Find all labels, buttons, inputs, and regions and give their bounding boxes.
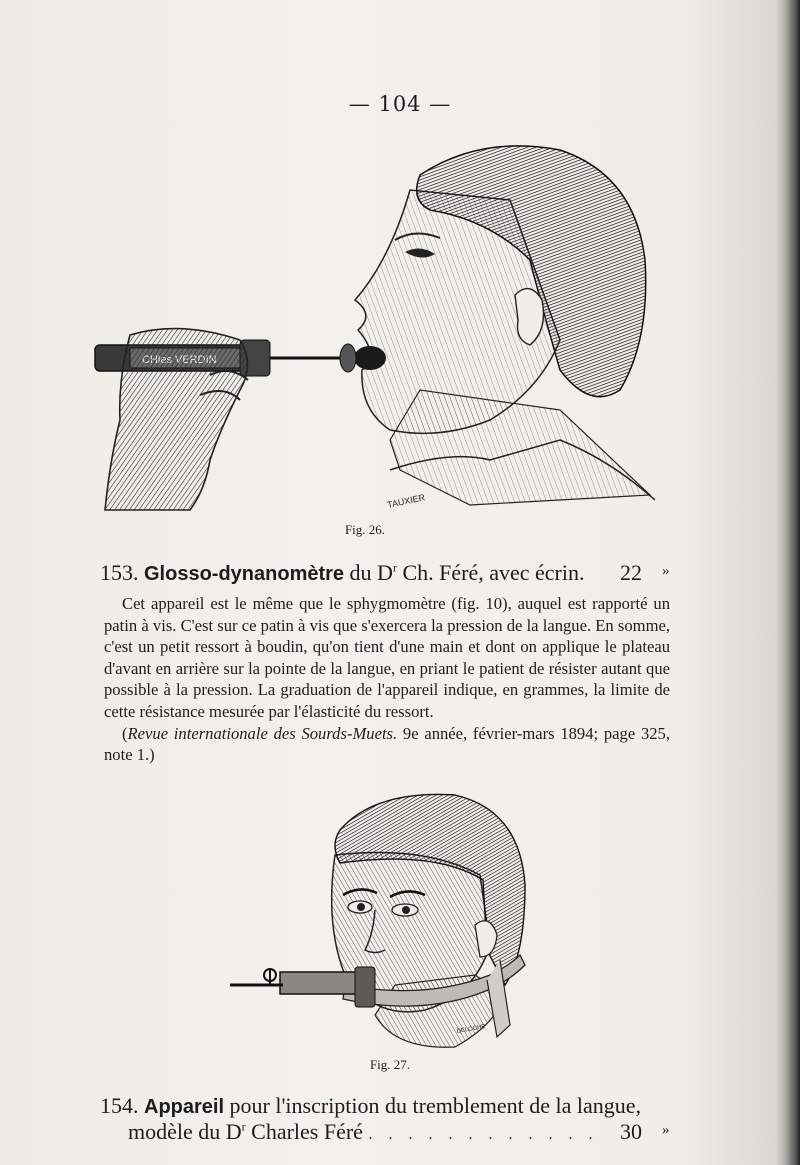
dot-leaders: . . . . . . . . . . . . [368,1126,599,1143]
figure-27-illustration [225,785,555,1055]
item-name: Appareil [144,1096,225,1118]
glosso-dynamometer-engraving [90,140,670,525]
item-title-line2-rest: Charles Féré [245,1119,363,1144]
item-price: 30 [620,1119,642,1144]
page-number: — 104 — [348,92,452,116]
item-number: 153. [100,560,139,585]
reference-details: 9e année, février-mars 1894; page 325, note 1.) [104,723,671,765]
item-154-heading-line1 [100,1093,680,1119]
item-price: 22 [620,560,642,585]
page-edge-shadow [786,0,800,1165]
description-paragraph: Cet appareil est le même que le sphygmomètre (fig. 10), auquel est rapporté un patin à vis. C'est sur ce patin à vis que s'exercera la pression de la langue. En somme, c'est un petit ressort à boudin, qu'on tient d'une main et dont on applique le plateau d'avant en arrière sur la pointe de la langue, en priant le patient de résister autant que possible à la pression. La graduation de l'appareil indique, en grammes, la limite de cette résistance mesurée par l'élasticité du ressort. [104,594,670,721]
figure-26-illustration [90,140,670,525]
tongue-tremor-apparatus-engraving [225,785,555,1055]
item-number: 154. [100,1093,139,1118]
item-title-line2: modèle du D [128,1119,242,1144]
figure-27-caption: Fig. 27. [369,1057,411,1072]
item-title-part2: Ch. Féré, avec écrin. [396,560,585,585]
item-price-suffix: » [662,1122,670,1138]
engraver-mark: TAUXIER [386,492,426,510]
item-title-part: du D [344,560,393,585]
item-153-heading [100,560,680,586]
item-153-description [104,593,670,766]
item-title-sup: r [241,1119,246,1134]
figure-26-caption: Fig. 26. [344,522,386,537]
reference-paragraph: (Revue internationale des Sourds-Muets. 9e année, février-mars 1894; page 325, note 1.) [104,723,671,765]
engraver-mark: DELOCHE [456,1024,486,1035]
item-title-part: pour l'inscription du tremblement de la langue, [224,1093,641,1118]
reference-journal-title: Revue internationale des Sourds-Muets. [127,723,398,743]
item-title-sup: r [392,560,397,575]
item-price-suffix: » [662,563,670,579]
item-name: Glosso-dynanomètre [144,563,345,585]
item-154-heading-line2 [128,1119,680,1145]
